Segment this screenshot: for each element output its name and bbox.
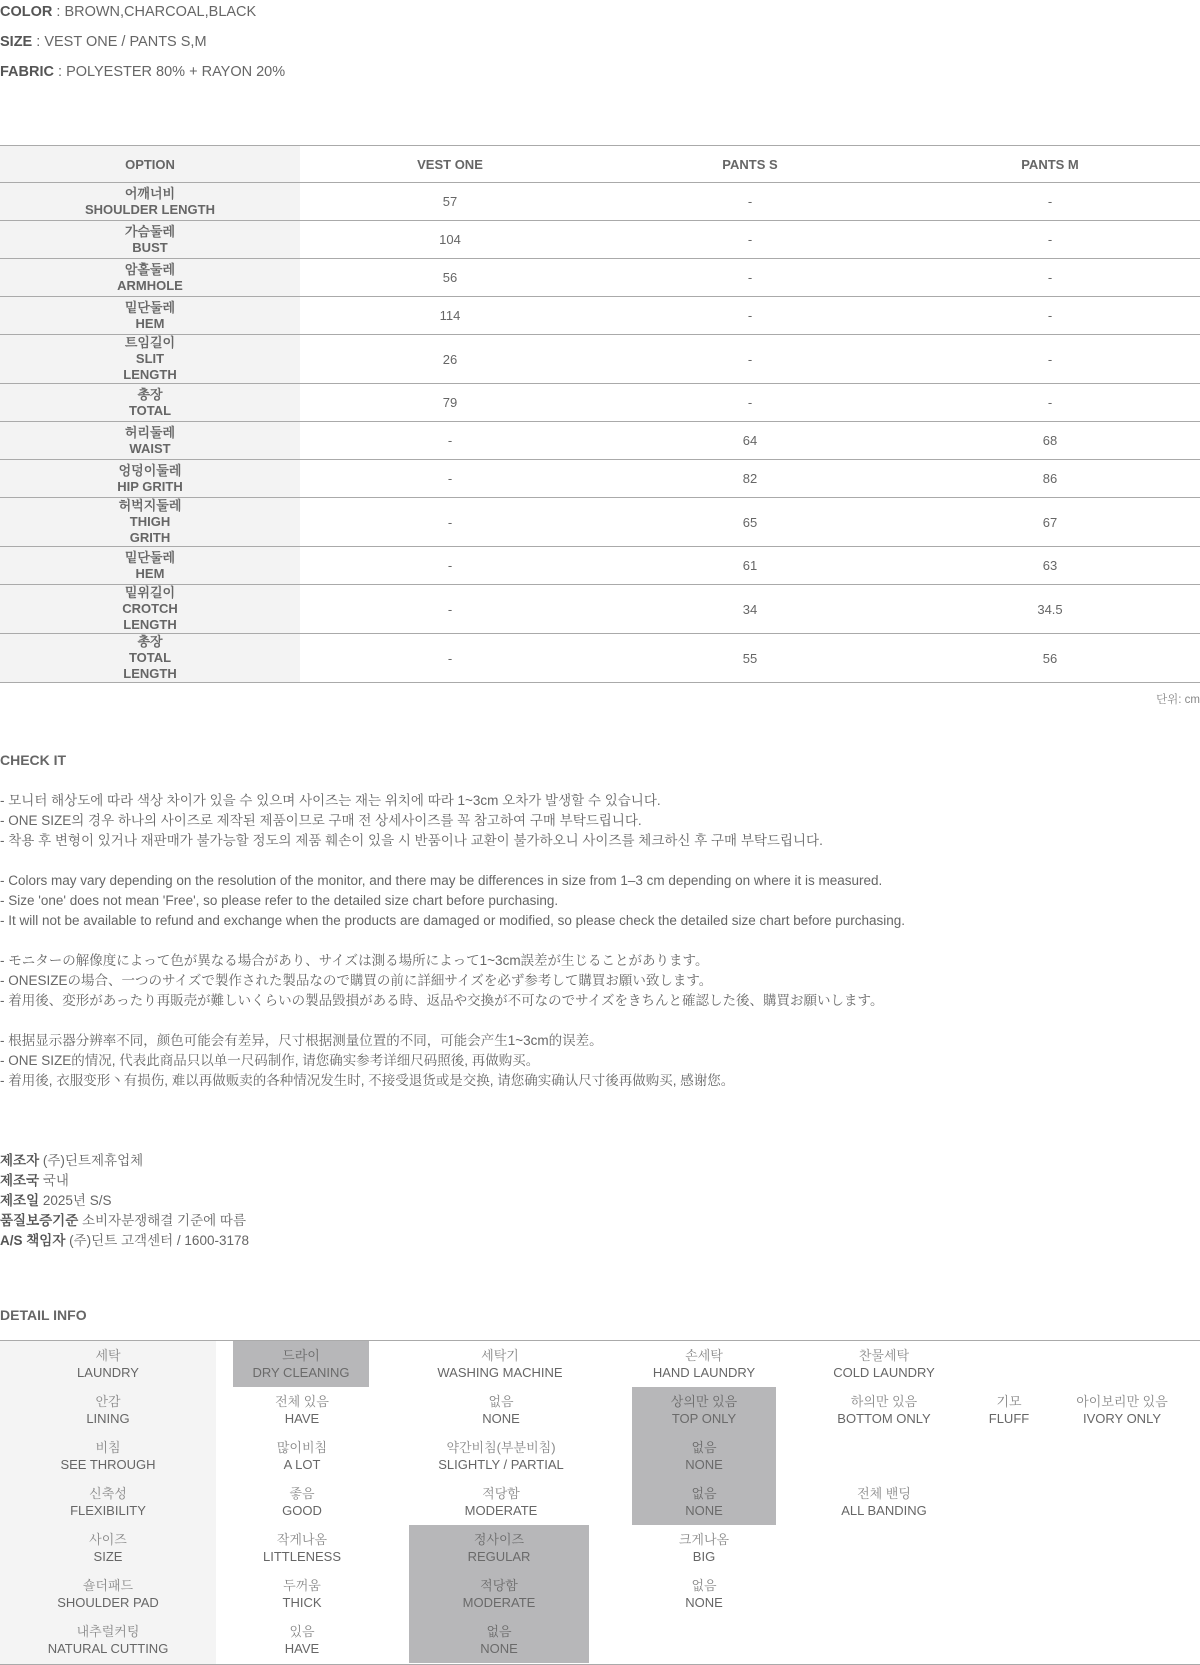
size-value-cell: 34	[742, 601, 758, 617]
detail-label-en: SIZE	[93, 1549, 123, 1564]
size-table-row	[0, 422, 1200, 460]
unit-note: 단위: cm	[1156, 694, 1200, 706]
detail-label-ko: 세탁	[95, 1348, 121, 1363]
detail-label-en: LINING	[86, 1411, 130, 1426]
size-option-ko: 허벅지둘레	[118, 498, 182, 513]
size-value-cell: 104	[439, 232, 461, 247]
mfr-quality-label: 품질보증기준	[0, 1213, 79, 1228]
detail-option-en: BOTTOM ONLY	[837, 1411, 931, 1426]
size-value-cell: -	[747, 270, 753, 285]
size-table-row	[0, 460, 1200, 498]
size-value-cell: -	[1047, 395, 1053, 410]
size-table	[0, 145, 1200, 683]
size-value-cell: 82	[742, 471, 758, 486]
note-ja-3: - 着用後、変形があったり再販売が難しいくらいの製品毀損がある時、返品や交換が不可なのでサイズをきちんと確認した後、購買お願いします。	[0, 993, 884, 1008]
size-option-en: HIP GRITH	[117, 478, 183, 494]
size-option-en: ARMHOLE	[117, 277, 183, 293]
check-it-notes	[0, 791, 905, 1091]
color-label: COLOR	[0, 4, 53, 20]
note-ko-3: - 착용 후 변형이 있거나 재판매가 불가능할 정도의 제품 훼손이 있을 시 반품이나 교환이 불가하오니 사이즈를 체크하신 후 구매 부탁드립니다.	[0, 833, 823, 848]
size-option-en: LENGTH	[123, 666, 177, 681]
detail-row-label	[0, 1617, 216, 1663]
detail-option	[216, 1525, 388, 1571]
size-value-cell: -	[747, 395, 753, 410]
size-option-en: SLIT	[135, 351, 165, 366]
detail-option-ko: 약간비침(부분비침)	[446, 1440, 556, 1455]
detail-option-selected	[632, 1433, 776, 1479]
size-value-cell: -	[1047, 270, 1053, 285]
size-option-en: GRITH	[129, 530, 171, 545]
detail-option-en: FLUFF	[988, 1411, 1030, 1426]
detail-row-label	[0, 1525, 216, 1571]
detail-option-ko: 두꺼움	[283, 1578, 321, 1593]
detail-option-en: NONE	[685, 1503, 723, 1518]
size-option-en: HEM	[135, 565, 165, 581]
size-value-cell: 68	[1042, 433, 1058, 448]
mfr-maker-label: 제조자	[0, 1153, 40, 1168]
note-zh-2: - ONE SIZE的情况, 代表此商品只以单一尺码制作, 请您确实参考详细尺码照後, 再做购买。	[0, 1053, 540, 1068]
size-value-cell: -	[1047, 232, 1053, 247]
mfr-date	[0, 1191, 249, 1211]
detail-option-ko: 세탁기	[481, 1348, 519, 1363]
size-value-cell: 65	[742, 514, 758, 530]
detail-option-ko: 없음	[488, 1394, 514, 1409]
mfr-date-label: 제조일	[0, 1193, 40, 1208]
detail-option-ko: 없음	[691, 1440, 717, 1455]
mfr-as-label: A/S 책임자	[0, 1233, 66, 1248]
detail-option	[216, 1387, 388, 1433]
detail-label-en: FLEXIBILITY	[70, 1503, 146, 1518]
size-table-row	[0, 259, 1200, 297]
header-pants-s: PANTS S	[722, 156, 778, 172]
size-option-ko: 밑단둘레	[124, 549, 176, 565]
detail-label-ko: 내추럴커팅	[76, 1624, 140, 1639]
size-value-cell: -	[447, 601, 453, 617]
note-ja-1: - モニターの解像度によって色が異なる場合があり、サイズは測る場所によって1~3cm誤差が生じることがあります。	[0, 953, 709, 968]
size-value-cell: 63	[1042, 558, 1058, 573]
detail-option-ko: 상의만 있음	[670, 1394, 738, 1409]
detail-option-ko: 기모	[996, 1394, 1022, 1409]
header-option: OPTION	[0, 146, 300, 183]
size-option-cell	[0, 585, 300, 634]
detail-info-title: DETAIL INFO	[0, 1307, 87, 1323]
detail-option-ko: 없음	[691, 1578, 717, 1593]
size-option-ko: 허리둘레	[124, 424, 176, 440]
detail-option-en: NONE	[482, 1411, 520, 1426]
size-value-cell: -	[447, 650, 453, 666]
size-value-cell: 64	[742, 433, 758, 448]
detail-option-en: MODERATE	[464, 1503, 538, 1518]
size-value-cell: -	[747, 232, 753, 247]
detail-label-en: SHOULDER PAD	[57, 1595, 159, 1610]
size-option-en: THIGH	[129, 514, 171, 529]
detail-option	[216, 1479, 388, 1525]
size-option-en: LENGTH	[123, 367, 177, 382]
size-option-en: SHOULDER LENGTH	[85, 201, 215, 217]
size-table-row	[0, 221, 1200, 259]
size-value-cell: -	[447, 514, 453, 530]
detail-option-en: WASHING MACHINE	[437, 1365, 563, 1380]
detail-option-en: BIG	[692, 1549, 716, 1564]
size-option-en: TOTAL	[128, 402, 172, 418]
detail-option-en: MODERATE	[462, 1595, 536, 1610]
detail-option	[409, 1387, 593, 1433]
size-value-cell: -	[1047, 308, 1053, 323]
size-option-cell	[0, 634, 300, 683]
detail-option	[800, 1479, 968, 1525]
note-zh-3: - 着用後, 衣服变形丶有损伤, 难以再做贩卖的各种情况发生时, 不接受退货或是交换, 请您确实确认尺寸後再做购买, 感谢您。	[0, 1073, 735, 1088]
detail-option	[632, 1525, 776, 1571]
detail-option-en: HAND LAUNDRY	[652, 1365, 756, 1380]
detail-label-en: NATURAL CUTTING	[47, 1641, 169, 1656]
detail-option-en: DRY CLEANING	[252, 1365, 350, 1380]
detail-row-label	[0, 1479, 216, 1525]
size-option-en: WAIST	[129, 440, 171, 456]
size-value-cell: 56	[1042, 650, 1058, 666]
detail-option-en: SLIGHTLY / PARTIAL	[438, 1457, 564, 1472]
detail-option-ko: 없음	[486, 1624, 512, 1639]
size-option-cell	[0, 297, 300, 335]
detail-option-ko: 많이비침	[276, 1440, 328, 1455]
detail-option	[216, 1617, 388, 1663]
size-table-row	[0, 384, 1200, 422]
detail-option-ko: 드라이	[282, 1348, 320, 1363]
detail-option-en: REGULAR	[467, 1549, 531, 1564]
detail-option	[800, 1341, 968, 1387]
size-option-cell	[0, 498, 300, 547]
size-value-cell: -	[747, 308, 753, 323]
detail-option	[216, 1433, 388, 1479]
detail-option-en: HAVE	[284, 1411, 320, 1426]
size-option-cell	[0, 221, 300, 259]
size-value: : VEST ONE / PANTS S,M	[32, 34, 207, 50]
size-value-cell: -	[747, 351, 753, 367]
size-value-cell: -	[447, 558, 453, 573]
detail-option-ko: 전체 밴딩	[857, 1486, 911, 1501]
note-en-2: - Size 'one' does not mean 'Free', so please refer to the detailed size chart before purchasing.	[0, 893, 559, 908]
size-table-row	[0, 335, 1200, 384]
mfr-country-label: 제조국	[0, 1173, 40, 1188]
size-value-cell: 57	[442, 194, 458, 209]
color-info	[0, 4, 256, 20]
detail-option-en: TOP ONLY	[671, 1411, 737, 1426]
size-value-cell: -	[447, 433, 453, 448]
size-option-ko: 암홀둘레	[124, 261, 176, 277]
detail-option-ko: 적당함	[480, 1578, 518, 1593]
detail-option	[632, 1571, 776, 1617]
detail-option-en: ALL BANDING	[841, 1503, 927, 1518]
fabric-value: : POLYESTER 80% + RAYON 20%	[53, 64, 286, 80]
detail-option	[800, 1387, 968, 1433]
detail-option-ko: 작게나옴	[276, 1532, 328, 1547]
size-value-cell: -	[1047, 194, 1053, 209]
mfr-as	[0, 1231, 249, 1251]
size-table-row	[0, 547, 1200, 585]
size-value-cell: 86	[1042, 471, 1058, 486]
detail-option-en: LITTLENESS	[262, 1549, 342, 1564]
check-it-title: CHECK IT	[0, 752, 67, 768]
size-option-ko: 밑위길이	[124, 585, 176, 600]
detail-info-grid	[0, 1340, 1200, 1665]
size-option-ko: 총장	[137, 386, 163, 402]
size-value-cell: 56	[442, 270, 458, 285]
size-value-cell: -	[447, 471, 453, 486]
size-table-row	[0, 634, 1200, 683]
detail-label-ko: 안감	[95, 1394, 121, 1409]
size-value-cell: 79	[442, 395, 458, 410]
size-option-cell	[0, 422, 300, 460]
size-option-ko: 엉덩이둘레	[118, 462, 182, 478]
size-table-row	[0, 183, 1200, 221]
mfr-maker	[0, 1151, 249, 1171]
detail-option	[409, 1479, 593, 1525]
note-ja-2: - ONESIZEの場合、一つのサイズで製作された製品なので購買の前に詳細サイズを必ず参考して購買お願い致します。	[0, 973, 713, 988]
detail-option	[632, 1341, 776, 1387]
mfr-as-value: (주)딘트 고객센터 / 1600-3178	[65, 1233, 249, 1248]
detail-option-ko: 크게나옴	[678, 1532, 730, 1547]
detail-option-ko: 찬물세탁	[858, 1348, 910, 1363]
detail-label-ko: 신축성	[89, 1486, 127, 1501]
detail-option-ko: 없음	[691, 1486, 717, 1501]
size-value-cell: 34.5	[1037, 601, 1063, 617]
detail-option-en: NONE	[480, 1641, 518, 1656]
detail-option-selected	[409, 1571, 589, 1617]
note-en-1: - Colors may vary depending on the resolution of the monitor, and there may be differences in size from 1–3 cm depending on where it is measured.	[0, 873, 883, 888]
detail-option-en: COLD LAUNDRY	[833, 1365, 935, 1380]
detail-option	[968, 1387, 1050, 1433]
size-option-ko: 가슴둘레	[124, 223, 176, 239]
detail-option-selected	[409, 1525, 589, 1571]
detail-label-ko: 숄더패드	[82, 1578, 134, 1593]
detail-option	[376, 1341, 624, 1387]
size-value-cell: 55	[742, 650, 758, 666]
detail-option-en: IVORY ONLY	[1082, 1411, 1162, 1426]
detail-option-selected	[632, 1479, 776, 1525]
size-value-cell: -	[1047, 351, 1053, 367]
detail-row-label	[0, 1387, 216, 1433]
size-option-cell	[0, 547, 300, 585]
mfr-date-value: 2025년 S/S	[39, 1193, 112, 1208]
size-option-ko: 밑단둘레	[124, 299, 176, 315]
note-ko-2: - ONE SIZE의 경우 하나의 사이즈로 제작된 제품이므로 구매 전 상세사이즈를 꼭 참고하여 구매 부탁드립니다.	[0, 813, 642, 828]
fabric-label: FABRIC	[0, 64, 54, 80]
size-option-ko: 어깨너비	[124, 185, 176, 201]
size-option-en: LENGTH	[123, 617, 177, 632]
size-table-row	[0, 585, 1200, 634]
size-option-ko: 트임길이	[124, 335, 176, 350]
mfr-quality-value: 소비자분쟁해결 기준에 따름	[78, 1213, 246, 1228]
size-option-cell	[0, 183, 300, 221]
note-zh-1: - 根据显示器分辨率不同，颜色可能会有差异，尺寸根据测量位置的不同，可能会产生1~3cm的误差。	[0, 1033, 603, 1048]
detail-option-en: NONE	[685, 1595, 723, 1610]
mfr-country	[0, 1171, 249, 1191]
detail-option-en: NONE	[685, 1457, 723, 1472]
detail-label-en: LAUNDRY	[77, 1365, 139, 1380]
size-table-header	[0, 146, 1200, 183]
size-option-en: TOTAL	[128, 650, 172, 665]
size-table-section	[0, 145, 1200, 683]
detail-option-en: A LOT	[283, 1457, 321, 1472]
size-label: SIZE	[0, 34, 33, 50]
size-table-row	[0, 498, 1200, 547]
mfr-country-value: 국내	[39, 1173, 69, 1188]
size-option-en: HEM	[135, 315, 165, 331]
size-info	[0, 34, 207, 50]
detail-option-ko: 아이보리만 있음	[1076, 1394, 1168, 1409]
detail-option-en: THICK	[282, 1595, 322, 1610]
header-vest-one: VEST ONE	[417, 156, 483, 172]
size-option-cell	[0, 384, 300, 422]
detail-option	[409, 1433, 593, 1479]
size-option-en: CROTCH	[122, 601, 178, 616]
size-value-cell: 26	[442, 351, 458, 367]
size-value-cell: -	[747, 194, 753, 209]
size-option-ko: 총장	[137, 634, 163, 649]
size-value-cell: 114	[439, 308, 461, 323]
manufacturer-info	[0, 1151, 249, 1251]
size-value-cell: 61	[742, 558, 758, 573]
size-option-cell	[0, 259, 300, 297]
detail-option	[1062, 1387, 1182, 1433]
detail-label-ko: 사이즈	[89, 1532, 127, 1547]
detail-option-en: GOOD	[282, 1503, 322, 1518]
mfr-quality	[0, 1211, 249, 1231]
detail-option-ko: 정사이즈	[473, 1532, 525, 1547]
header-pants-m: PANTS M	[1021, 156, 1079, 172]
detail-option-en: HAVE	[284, 1641, 320, 1656]
detail-option-ko: 적당함	[482, 1486, 520, 1501]
detail-option-ko: 하의만 있음	[850, 1394, 918, 1409]
note-en-3: - It will not be available to refund and exchange when the products are damaged or modified, so please check the detailed size chart before purchasing.	[0, 913, 906, 928]
detail-option-selected	[632, 1387, 776, 1433]
note-ko-1: - 모니터 해상도에 따라 색상 차이가 있을 수 있으며 사이즈는 재는 위치에 따라 1~3cm 오차가 발생할 수 있습니다.	[0, 793, 661, 808]
detail-option-selected	[409, 1617, 589, 1663]
detail-row-label	[0, 1571, 216, 1617]
size-option-cell	[0, 460, 300, 498]
detail-option-ko: 전체 있음	[275, 1394, 329, 1409]
size-table-row	[0, 297, 1200, 335]
color-value: : BROWN,CHARCOAL,BLACK	[52, 4, 257, 20]
detail-option	[216, 1571, 388, 1617]
detail-row-label	[0, 1433, 216, 1479]
detail-option-selected	[233, 1341, 369, 1387]
size-value-cell: 67	[1042, 514, 1058, 530]
size-option-en: BUST	[132, 239, 168, 255]
detail-option-ko: 좋음	[289, 1486, 315, 1501]
detail-label-en: SEE THROUGH	[60, 1457, 156, 1472]
detail-row-label	[0, 1341, 216, 1387]
detail-label-ko: 비침	[95, 1440, 121, 1455]
size-option-cell	[0, 335, 300, 384]
fabric-info	[0, 64, 285, 80]
mfr-maker-value: (주)딘트제휴업체	[39, 1153, 144, 1168]
detail-option-ko: 있음	[289, 1624, 315, 1639]
detail-option-ko: 손세탁	[685, 1348, 723, 1363]
